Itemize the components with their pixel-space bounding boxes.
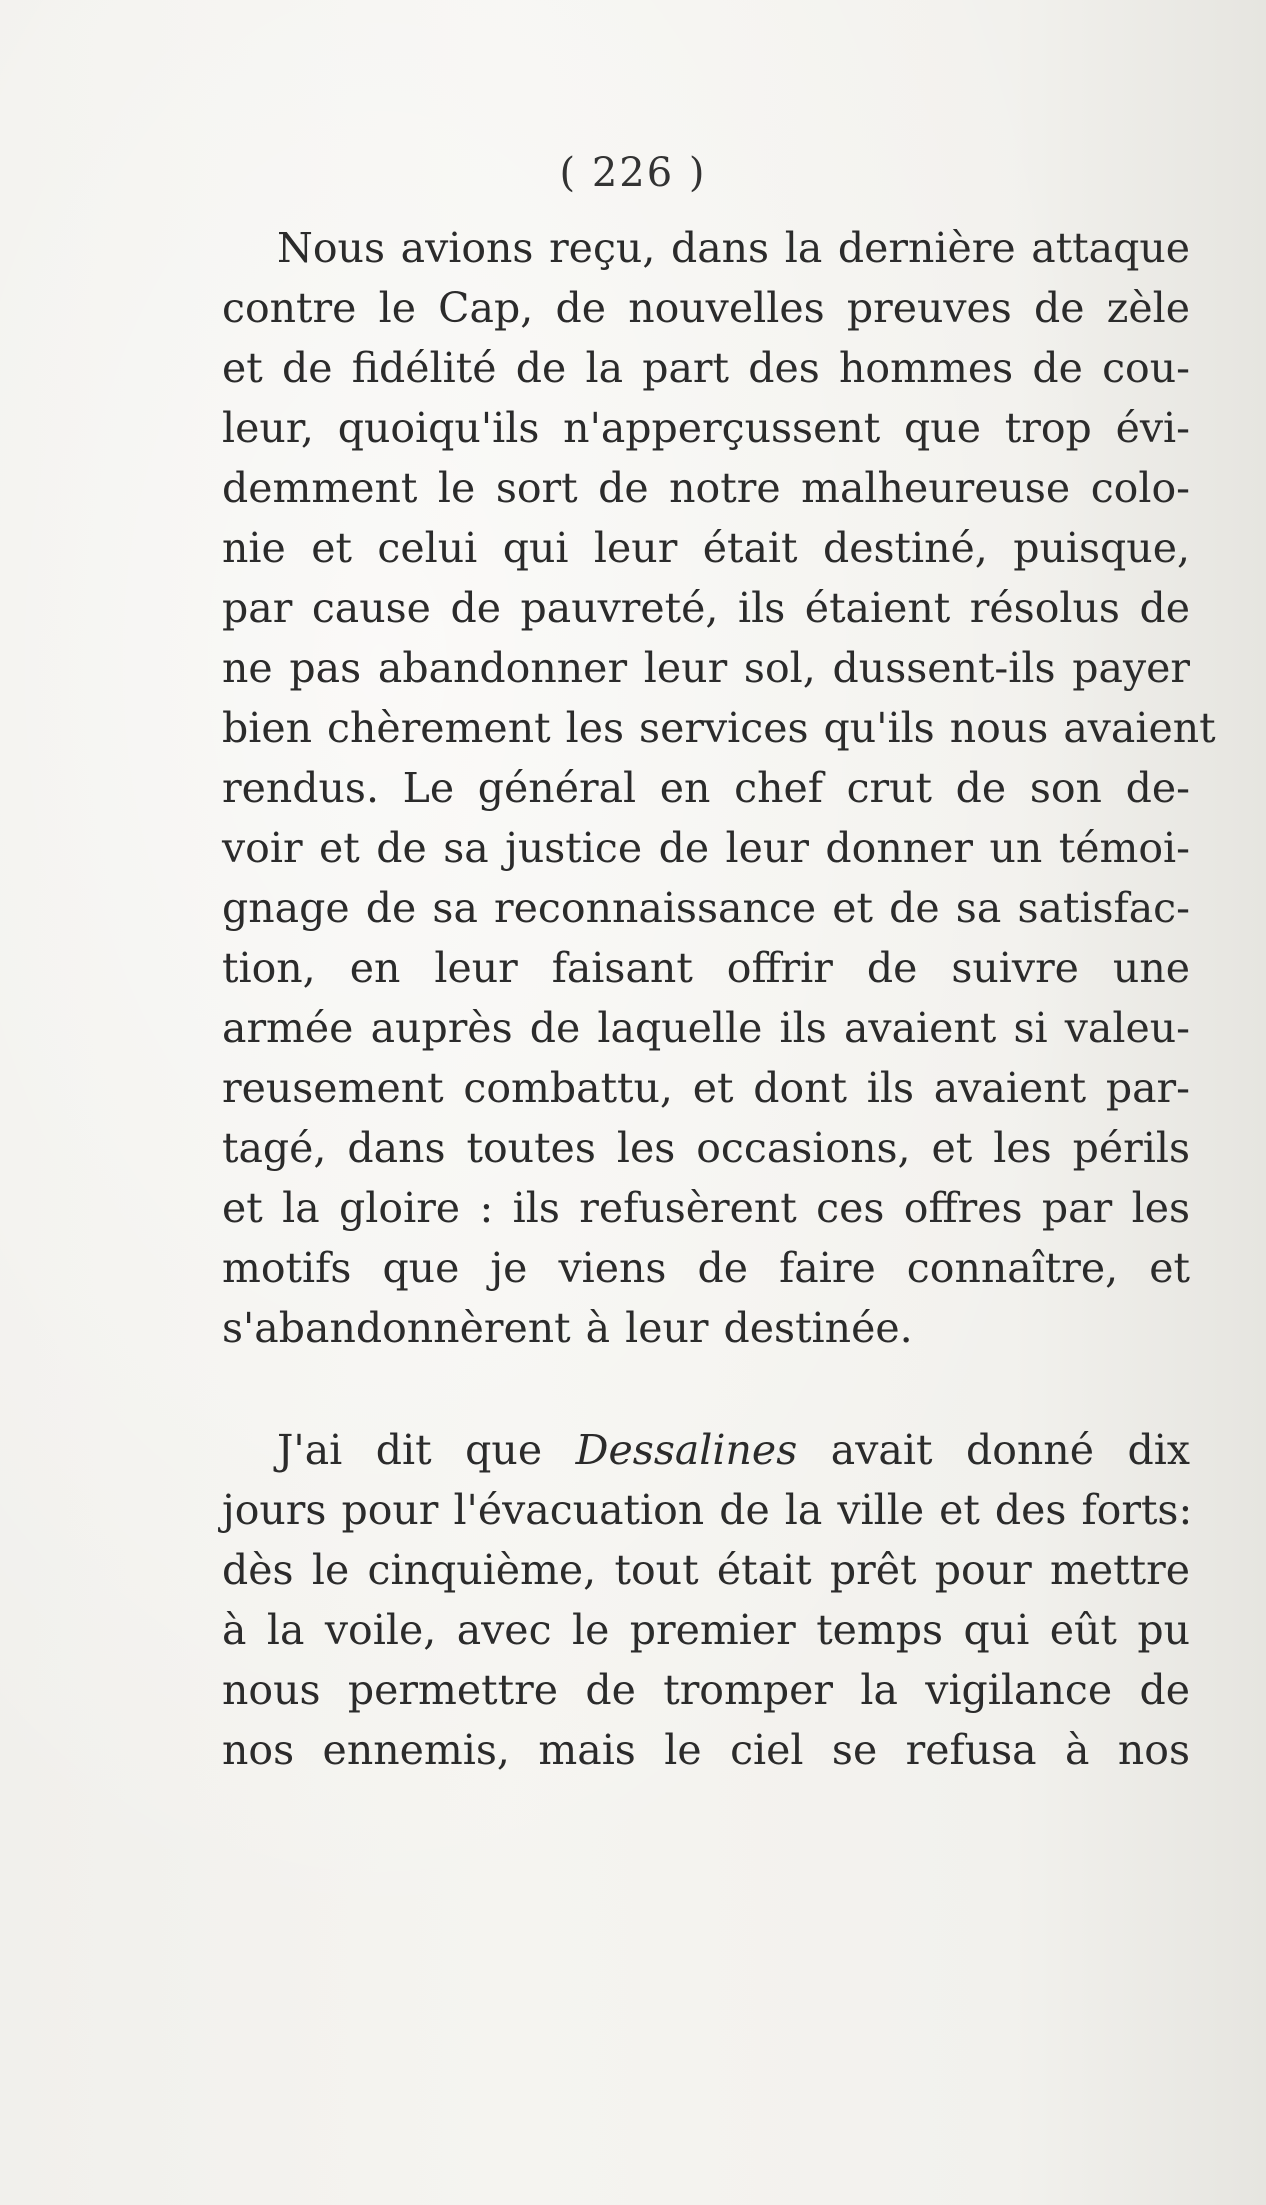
text-line: dès le cinquième, tout était prêt pour mettre bbox=[222, 1546, 1190, 1594]
text-line: et de fidélité de la part des hommes de cou- bbox=[222, 344, 1190, 392]
page-number: ( 226 ) bbox=[559, 150, 707, 196]
paragraph-2 bbox=[222, 1420, 1193, 1780]
text-line: motifs que je viens de faire connaître, et bbox=[222, 1244, 1190, 1292]
text-line: nous permettre de tromper la vigilance de bbox=[222, 1666, 1190, 1714]
italic-name: Dessalines bbox=[575, 1426, 798, 1474]
paragraph-1 bbox=[222, 218, 1216, 1358]
text-run: avait donné dix bbox=[797, 1426, 1190, 1474]
text-line: jours pour l'évacuation de la ville et des forts: bbox=[222, 1486, 1193, 1534]
text-line: rendus. Le général en chef crut de son de- bbox=[222, 764, 1190, 812]
text-line: ne pas abandonner leur sol, dussent-ils payer bbox=[222, 644, 1190, 692]
text-line: par cause de pauvreté, ils étaient résolus de bbox=[222, 584, 1190, 632]
text-line: voir et de sa justice de leur donner un témoi- bbox=[222, 824, 1190, 872]
text-line: tagé, dans toutes les occasions, et les périls bbox=[222, 1124, 1190, 1172]
text-line: nos ennemis, mais le ciel se refusa à nos bbox=[222, 1726, 1190, 1774]
text-run: J'ai dit que bbox=[277, 1426, 576, 1474]
text-line-first bbox=[222, 1420, 1190, 1480]
text-line: Nous avions reçu, dans la dernière attaque bbox=[277, 224, 1190, 272]
text-line: s'abandonnèrent à leur destinée. bbox=[222, 1304, 913, 1352]
text-line: tion, en leur faisant offrir de suivre une bbox=[222, 944, 1190, 992]
text-line: et la gloire : ils refusèrent ces offres par les bbox=[222, 1184, 1190, 1232]
text-line: à la voile, avec le premier temps qui eût pu bbox=[222, 1606, 1190, 1654]
text-line: contre le Cap, de nouvelles preuves de zèle bbox=[222, 284, 1190, 332]
text-line: nie et celui qui leur était destiné, puisque, bbox=[222, 524, 1190, 572]
text-line: reusement combattu, et dont ils avaient par- bbox=[222, 1064, 1190, 1112]
text-line: demment le sort de notre malheureuse colo- bbox=[222, 464, 1190, 512]
text-line: armée auprès de laquelle ils avaient si valeu- bbox=[222, 1004, 1190, 1052]
text-line: bien chèrement les services qu'ils nous avaient bbox=[222, 704, 1216, 752]
text-line: gnage de sa reconnaissance et de sa satisfac- bbox=[222, 884, 1190, 932]
text-line: leur, quoiqu'ils n'apperçussent que trop évi- bbox=[222, 404, 1190, 452]
